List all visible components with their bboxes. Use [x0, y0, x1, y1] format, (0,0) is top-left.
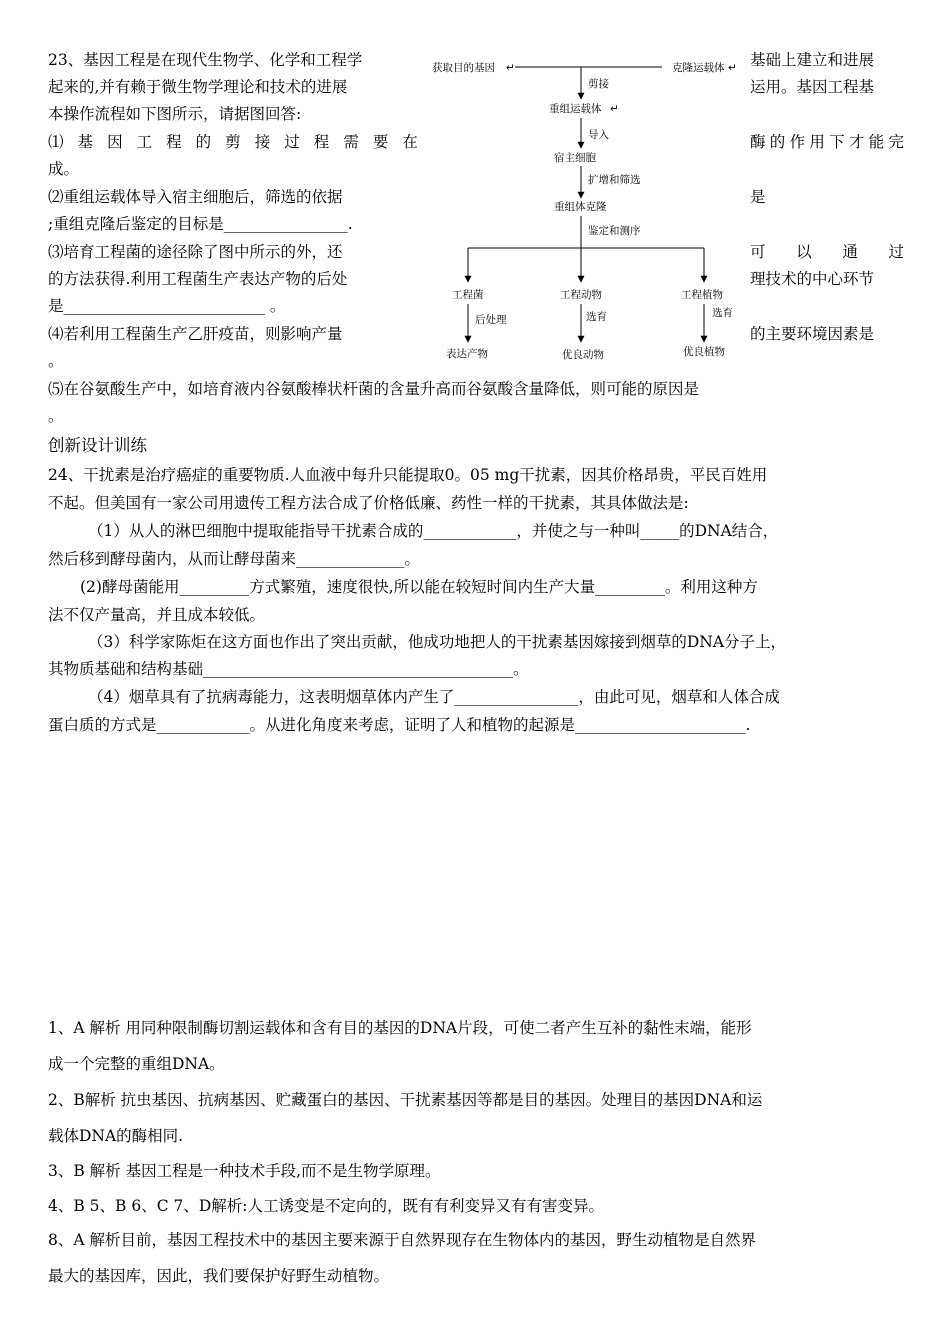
flow-return-mark: ↵ — [506, 62, 515, 74]
answer-2-a: 2、B解析 抗虫基因、抗病基因、贮藏蛋白的基因、干扰素基因等都是目的基因。处理目的基因DNA和运 — [48, 1091, 763, 1109]
q23-sub3-c: 是__________________________ 。 — [48, 297, 286, 315]
flow-node-1: 重组运载体 — [549, 103, 602, 115]
flow-node-3: 重组体克隆 — [554, 201, 607, 213]
flow-step-4: 鉴定和测序 — [588, 225, 641, 237]
q23-sub2-right: 是 — [750, 188, 766, 206]
q23-sub3-right: 可 以 通 过 — [750, 243, 904, 261]
q23-line3: 本操作流程如下图所示，请据图回答: — [48, 105, 302, 123]
flow-start-right: 克隆运载体 — [672, 62, 725, 74]
flow-branch-result-2: 优良动物 — [562, 349, 604, 361]
q23-sub4-cont: 。 — [48, 352, 64, 370]
flow-branch-step-3: 选育 — [712, 307, 733, 319]
flow-branch-node-1: 工程菌 — [452, 289, 484, 301]
flow-branch-node-3: 工程植物 — [681, 289, 723, 301]
flow-branch-step-2: 选育 — [586, 311, 607, 323]
q24-part4-a: （4）烟草具有了抗病毒能力，这表明烟草体内产生了________________，由此可见，烟草和人体合成 — [88, 688, 780, 706]
q24-line2: 不起。但美国有一家公司用遗传工程方法合成了价格低廉、药性一样的干扰素，其具体做法是: — [48, 494, 689, 512]
gene-engineering-flowchart — [430, 52, 750, 368]
flow-start-left: 获取目的基因 — [432, 62, 495, 74]
q23-sub5-cont: 。 — [48, 407, 64, 425]
section-title: 创新设计训练 — [48, 436, 147, 455]
q23-sub5: ⑸在谷氨酸生产中，如培育液内谷氨酸棒状杆菌的含量升高而谷氨酸含量降低，则可能的原因是 — [48, 380, 700, 398]
q23-sub2-b: ;重组克隆后鉴定的目标是________________. — [48, 215, 353, 233]
q24-part1-b: 然后移到酵母菌内，从而让酵母菌来______________。 — [48, 550, 421, 568]
q23-sub3-b-right: 理技术的中心环节 — [750, 270, 875, 288]
q23-sub3-a: ⑶培育工程菌的途径除了图中所示的外，还 — [48, 243, 343, 261]
q24-part1-a: （1）从人的淋巴细胞中提取能指导干扰素合成的____________，并使之与一种叫_____的DNA结合， — [88, 522, 779, 540]
q23-sub1-cont: 成。 — [48, 160, 80, 178]
q23-line1: 23、基因工程是在现代生物学、化学和工程学 — [48, 51, 363, 69]
flow-branch-result-3: 优良植物 — [683, 346, 725, 358]
flow-return-mark: ↵ — [610, 103, 619, 115]
q23-sub3-b: 的方法获得.利用工程菌生产表达产物的后处 — [48, 270, 348, 288]
answer-4-7: 4、B 5、B 6、C 7、D解析:人工诱变是不定向的，既有有利变异又有有害变异。 — [48, 1197, 605, 1215]
flow-step-3: 扩增和筛选 — [588, 174, 641, 186]
answer-2-b: 载体DNA的酶相同. — [48, 1127, 184, 1145]
q24-part2-a: (2)酵母菌能用_________方式繁殖，速度很快,所以能在较短时间内生产大量_________。利用这种方 — [80, 578, 758, 596]
flow-branch-node-2: 工程动物 — [560, 289, 602, 301]
flow-branch-step-1: 后处理 — [475, 314, 507, 326]
q23-sub1-left: ⑴ 基 因 工 程 的 剪 接 过 程 需 要 在 — [48, 133, 418, 151]
answer-1-a: 1、A 解析 用同种限制酶切割运载体和含有目的基因的DNA片段，可使二者产生互补的黏性末端，能形 — [48, 1019, 752, 1037]
flow-return-mark: ↵ — [728, 62, 737, 74]
q23-sub4-right: 的主要环境因素是 — [750, 325, 875, 343]
q23-line2-right: 运用。基因工程基 — [750, 78, 875, 96]
q24-part3-a: （3）科学家陈炬在这方面也作出了突出贡献，他成功地把人的干扰素基因嫁接到烟草的DNA分子上， — [88, 633, 787, 651]
answer-8-a: 8、A 解析目前，基因工程技术中的基因主要来源于自然界现存在生物体内的基因，野生动植物是自然界 — [48, 1231, 756, 1249]
q23-line2: 起来的,并有赖于微生物学理论和技术的进展 — [48, 78, 348, 96]
answer-8-b: 最大的基因库，因此，我们要保护好野生动植物。 — [48, 1267, 390, 1285]
q24-part2-b: 法不仅产量高，并且成本较低。 — [48, 606, 266, 624]
q24-part4-b: 蛋白质的方式是____________。从进化角度来考虑，证明了人和植物的起源是______________________. — [48, 716, 751, 734]
q24-line1: 24、干扰素是治疗癌症的重要物质.人血液中每升只能提取0。05 mg干扰素，因其价格昂贵，平民百姓用 — [48, 466, 768, 484]
flow-step-1: 剪接 — [588, 78, 609, 90]
q24-part3-b: 其物质基础和结构基础________________________________________。 — [48, 660, 529, 678]
flow-step-2: 导入 — [588, 129, 609, 141]
flow-node-2: 宿主细胞 — [554, 152, 596, 164]
q23-sub4-a: ⑷若利用工程菌生产乙肝疫苗，则影响产量 — [48, 325, 343, 343]
q23-sub1-right: 酶 的 作 用 下 才 能 完 — [750, 133, 904, 151]
flow-branch-result-1: 表达产物 — [446, 348, 488, 360]
q23-line1-right: 基础上建立和进展 — [750, 51, 875, 69]
answer-3: 3、B 解析 基因工程是一种技术手段,而不是生物学原理。 — [48, 1162, 441, 1180]
q23-sub2-a: ⑵重组运载体导入宿主细胞后，筛选的依据 — [48, 188, 343, 206]
answer-1-b: 成一个完整的重组DNA。 — [48, 1055, 225, 1073]
